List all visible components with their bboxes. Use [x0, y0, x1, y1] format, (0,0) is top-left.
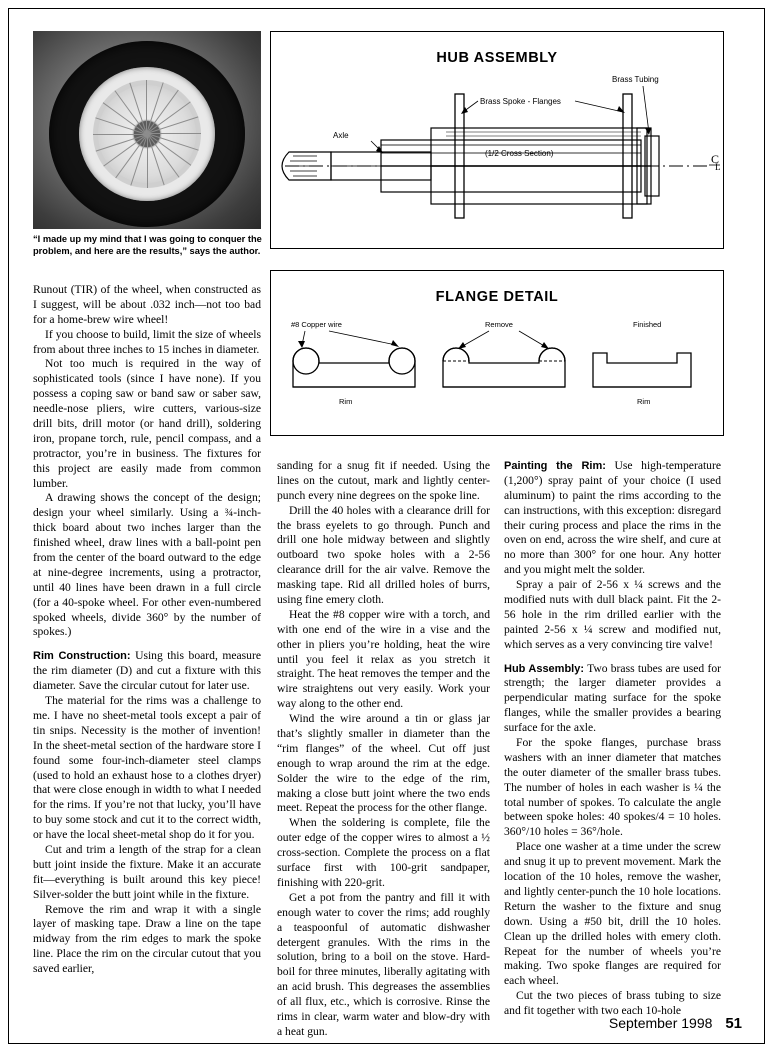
tire [49, 41, 245, 227]
paragraph-text: Get a pot from the pantry and fill it with enough water to cover the rims; add roughly a teaspoonful of automatic dishwasher detergent granules. With the rims in the solution, bring to a boil on the stove. Hard-boil for three minutes, liberally agitating with an acid brush. This degreases the assemblies of all flux, etc., which is corrosive. Rinse the rims in clear, warm water and blow-dry with a heat gun. [277, 890, 490, 1038]
body-paragraph [33, 843, 261, 903]
paragraph-text: Use high-temperature (1,200°) spray paint of your choice (I used aluminum) to paint the rims according to the can instructions, with this exception: disregard their curing process and place the rims in the oven on end, across the wire shelf, and cure at no more than 300° for one hour. Any hotter and you might melt the solder. [504, 459, 721, 577]
body-paragraph [33, 357, 261, 491]
paragraph-text: Not too much is required in the way of sophisticated tools (since I have none). If you possess a coping saw or band saw or saber saw, needle-nose pliers, wire cutters, various-size drill bits, drill motor (or hand drill), soldering iron, propane torch, rule, pencil compass, and a protractor, you’re in business. The fixtures for this project are easily made from common lumber. [33, 357, 261, 490]
paragraph-text: Two brass tubes are used for strength; the larger diameter provides a perpendicular mating surface for the spoke flanges, while the smaller provides a bearing surface for the axle. [504, 661, 721, 735]
body-paragraph [504, 459, 721, 578]
paragraph-text: Heat the #8 copper wire with a torch, and with one end of the wire in a vise and the other in pliers you’re holding, heat the wire until you feel it relax as you stretch it straight. The heat removes the temper and the wire straightens out very easily. Work your way along to the other end. [277, 607, 490, 711]
svg-text:Rim: Rim [637, 397, 651, 406]
body-column-1 [33, 283, 261, 977]
page-number: 51 [725, 1015, 742, 1032]
paragraph-text: Place one washer at a time under the screw and snug it up to prevent movement. Mark the location of the 10 holes, remove the washer, and lightly center-punch the 10 hole locations. Return the washer to the fixture and snug down. Using a #50 bit, drill the 10 holes. Clean up the drilled holes with emery cloth. Repeat for the number of wheels you’re making. Two spoke flanges are required for each wheel. [504, 840, 721, 988]
body-paragraph [33, 491, 261, 640]
issue-date: September 1998 [608, 1015, 713, 1031]
body-paragraph [504, 840, 721, 989]
paragraph-text: For the spoke flanges, purchase brass washers with an inner diameter that matches the outer diameter of the smaller brass tubes. The number of holes in each washer is ¼ the total number of spokes. To calculate the angle between spoke holes: 40 spokes/4 = 10 holes. 360°/10 holes = 36°/hole. [504, 736, 721, 839]
bicycle-wheel-photo [33, 31, 261, 229]
paragraph-text: Spray a pair of 2-56 x ¼ screws and the modified nuts with dull black paint. Fit the 2-56 hole in the rim drilled earlier with the painted 2-56 x ¼ screw and modified nut, which serves as a very convincing tire valve! [504, 578, 721, 651]
body-paragraph [277, 816, 490, 890]
hub-assembly-drawing [271, 32, 723, 248]
svg-text:Axle: Axle [333, 131, 349, 140]
paragraph-text: If you choose to build, limit the size of wheels from about three inches to 15 inches in diameter. [33, 327, 261, 356]
body-column-3 [504, 459, 721, 1019]
paragraph-text: Drill the 40 holes with a clearance drill for the brass eyelets to go through. Punch and drill one hole midway between and slightly outboard two spoke holes with a 2-56 clearance drill for the air valve. Remove the masking tape. Rid all drilled holes of burrs, using fine emery cloth. [277, 503, 490, 607]
body-paragraph [33, 903, 261, 977]
paragraph-text: Remove the rim and wrap it with a single layer of masking tape. Draw a line on the tape midway from the rim edges to mark the spoke line. Place the rim on the circular cutout that you saved earlier, [33, 902, 261, 976]
spoke [147, 134, 148, 188]
svg-text:C: C [711, 152, 720, 166]
spoke [146, 80, 147, 134]
spoke [93, 134, 147, 135]
body-paragraph [277, 891, 490, 1040]
run-in-heading: Rim Construction: [33, 650, 131, 663]
page-footer [609, 1015, 742, 1032]
body-paragraph [504, 578, 721, 652]
paragraph-text: Cut the two pieces of brass tubing to size and fit together with two each 10-hole [504, 989, 721, 1018]
paragraph-text: When the soldering is complete, file the outer edge of the copper wires to almost a ½ cross-section. Complete the process on a flat surface first with 100-grit sandpaper, finishing with 220-grit. [277, 816, 490, 889]
body-paragraph [33, 694, 261, 843]
figure-flange-detail [270, 270, 724, 436]
body-paragraph [504, 662, 721, 736]
spoke [147, 133, 201, 134]
figure-hub-title: HUB ASSEMBLY [436, 50, 558, 66]
svg-text:Rim: Rim [339, 397, 353, 406]
paragraph-text: A drawing shows the concept of the design; design your wheel similarly. Using a ¾-inch-thick board about two inches larger than the finished wheel, draw lines with a ball-point pen from the center of the board outward to the edge at nine-degree increments, using a protractor, until 40 lines have been drawn in a full circle (for a 40-spoke wheel. For other even-numbered spoked wheels, divide 360° by the number of spokes.) [33, 491, 261, 639]
run-in-heading: Hub Assembly: [504, 662, 585, 675]
svg-text:Brass Spoke - Flanges: Brass Spoke - Flanges [480, 97, 561, 106]
svg-text:Brass Tubing: Brass Tubing [612, 75, 659, 84]
body-column-2 [277, 459, 490, 1040]
paragraph-text: Cut and trim a length of the strap for a clean butt joint inside the fixture. Make it an accurate fit—everything is built around this key piece! Silver-solder the butt joint while in the fixture. [33, 842, 261, 901]
svg-text:Finished: Finished [633, 320, 662, 329]
flange-detail-drawing [271, 271, 723, 435]
paragraph-text: Using this board, measure the rim diameter (D) and cut a fixture with this diameter. Save the circular cutout for later use. [33, 649, 261, 693]
body-paragraph [277, 504, 490, 608]
body-paragraph [33, 283, 261, 328]
body-paragraph [277, 712, 490, 816]
photo-caption: “I made up my mind that I was going to conquer the problem, and here are the results,” says the author. [33, 234, 262, 257]
body-paragraph [277, 608, 490, 712]
svg-text:(1/2 Cross Section): (1/2 Cross Section) [485, 149, 554, 158]
svg-text:#8 Copper wire: #8 Copper wire [291, 320, 342, 329]
run-in-heading: Painting the Rim: [504, 460, 606, 472]
body-paragraph [33, 328, 261, 358]
paragraph-text: Wind the wire around a tin or glass jar that’s slightly smaller in diameter than the “rim flanges” of the wheel. Cut off just enough to wrap around the rim at the edge. Solder the wire to the edge of the rim, making a close butt joint where the two ends meet. Repeat the process for the other flange. [277, 712, 490, 815]
body-paragraph [277, 459, 490, 504]
svg-text:L: L [715, 162, 721, 172]
body-paragraph [33, 649, 261, 694]
paragraph-text: Runout (TIR) of the wheel, when constructed as I suggest, will be about .032 inch—not too bad for a home-brew wire wheel! [33, 283, 261, 326]
paragraph-text: The material for the rims was a challenge to me. I have no sheet-metal tools except a pair of tin snips. Necessity is the mother of invention! In the sheet-metal section of the hardware store I found some four-inch-diameter steel clamps (used to hold an exhaust hose to a clothes dryer) that were close enough in width to what I needed for the rims. If you’re not that lucky, you’ll have to buy some stock and cut it to the correct width, or have the local sheet-metal shop do it for you. [33, 694, 261, 842]
tire-sidewall [79, 67, 215, 201]
paragraph-text: sanding for a snug fit if needed. Using the lines on the cutout, mark and lightly center-punch every nine degrees on the spoke line. [277, 459, 490, 502]
figure-flange-title: FLANGE DETAIL [435, 289, 559, 305]
figure-hub-assembly [270, 31, 724, 249]
svg-text:Remove: Remove [485, 320, 513, 329]
body-paragraph [504, 736, 721, 840]
